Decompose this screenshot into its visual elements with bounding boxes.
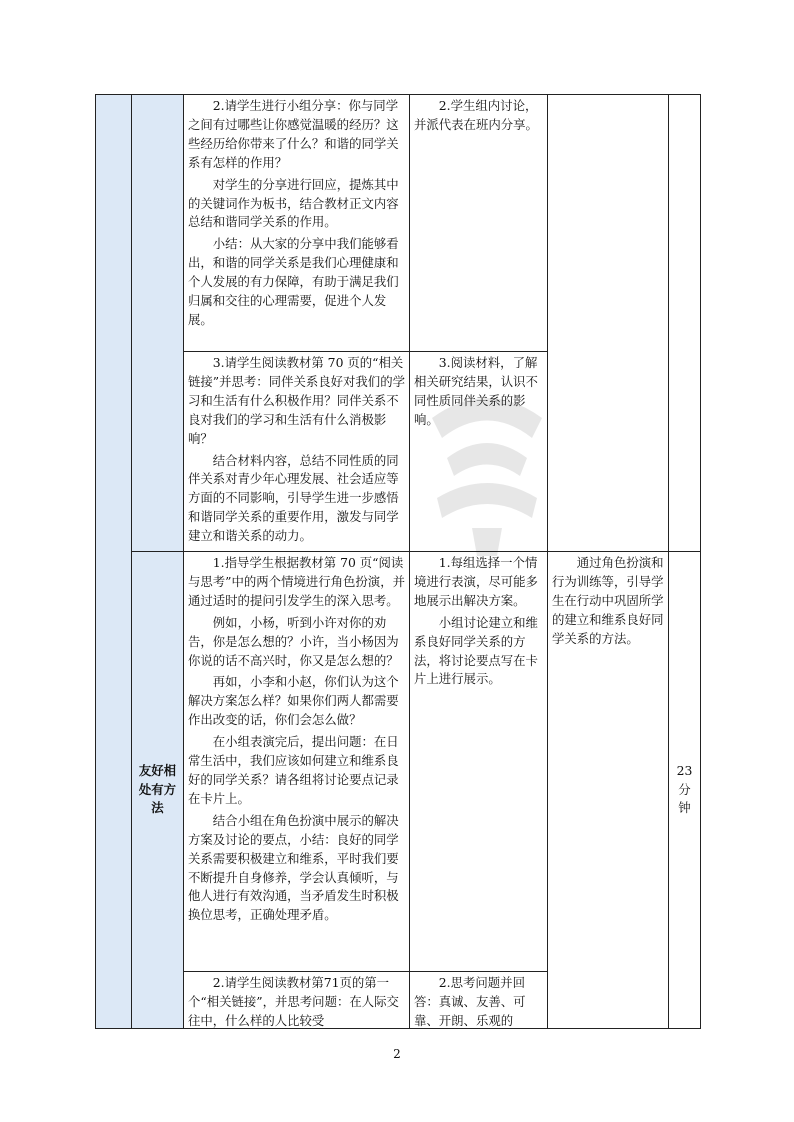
student-activity-cell [410, 95, 548, 352]
student-activity-cell [410, 972, 548, 1029]
paragraph: 3.阅读材料，了解相关研究结果，认识不同性质同伴关系的影响。 [414, 355, 538, 427]
stage-cell [96, 95, 132, 1029]
section-cell-previous [132, 95, 184, 552]
paragraph: 小组讨论建立和维系良好同学关系的方法，将讨论要点写在卡片上进行展示。 [414, 614, 538, 687]
paragraph: 小结：从大家的分享中我们能够看出，和谐的同学关系是我们心理健康和个人发展的有力保障，有助于满足我们归属和交往的心理需要，促进个人发展。 [188, 236, 399, 327]
paragraph: 在小组表演完后，提出问题：在日常生活中，我们应该如何建立和维系良好的同学关系？请各组将讨论要点记录在卡片上。 [188, 734, 399, 806]
paragraph: 3.请学生阅读教材第 70 页的“相关链接”并思考：同伴关系良好对我们的学习和生活有什么积极作用？同伴关系不良对我们的学习和生活有什么消极影响？ [188, 355, 405, 446]
design-purpose-cell [548, 552, 669, 1029]
paragraph: 2.请学生进行小组分享：你与同学之间有过哪些让你感觉温暖的经历？这些经历给你带来了什么？和谐的同学关系有怎样的作用？ [188, 98, 399, 170]
table-row [96, 552, 701, 972]
paragraph: 通过角色扮演和行为训练等，引导学生在行动中巩固所学的建立和维系良好同学关系的方法。 [552, 555, 664, 646]
lesson-plan-table [95, 94, 701, 1029]
paragraph: 结合材料内容，总结不同性质的同伴关系对青少年心理发展、社会适应等方面的不同影响，引导学生进一步感悟和谐同学关系的重要作用，激发与同学建立和谐关系的动力。 [188, 452, 399, 544]
paragraph: 1.指导学生根据教材第 70 页“阅读与思考”中的两个情境进行角色扮演，并通过适时的提问引发学生的深入思考。 [188, 555, 405, 608]
paragraph: 再如，小李和小赵，你们认为这个解决方案怎么样？如果你们两人都需要作出改变的话，你们会怎么做？ [188, 674, 399, 728]
teacher-activity-cell [184, 552, 410, 972]
paragraph: 2.学生组内讨论，并派代表在班内分享。 [414, 98, 538, 132]
table-row [96, 95, 701, 352]
paragraph: 1.每组选择一个情境进行表演，尽可能多地展示出解决方案。 [414, 555, 538, 608]
student-activity-cell [410, 352, 548, 552]
paragraph: 例如，小杨，听到小许对你的劝告，你是怎么想的？小许，当小杨因为你说的话不高兴时，你又是怎么想的？ [188, 614, 399, 668]
purpose-cell-previous [548, 95, 669, 552]
time-cell-previous [669, 95, 701, 552]
teacher-activity-cell [184, 352, 410, 552]
section-title: 友好相处有方法 [132, 552, 184, 1029]
paragraph: 2.思考问题并回答：真诚、友善、可靠、开朗、乐观的 [414, 975, 526, 1028]
paragraph: 2.请学生阅读教材第71页的第一个“相关链接”，并思考问题：在人际交往中，什么样的人比较受 [188, 975, 399, 1028]
time-cell: 23分钟 [669, 552, 701, 1029]
page-number: 2 [393, 1047, 401, 1061]
teacher-activity-cell [184, 972, 410, 1029]
teacher-activity-cell [184, 95, 410, 352]
student-activity-cell [410, 552, 548, 972]
paragraph: 结合小组在角色扮演中展示的解决方案及讨论的要点，小结：良好的同学关系需要积极建立和维系，平时我们要不断提升自身修养，学会认真倾听，与他人进行有效沟通，当矛盾发生时积极换位思考，正确处理矛盾。 [188, 812, 399, 923]
paragraph: 对学生的分享进行回应，提炼其中的关键词作为板书，结合教材正文内容总结和谐同学关系的作用。 [188, 176, 399, 230]
